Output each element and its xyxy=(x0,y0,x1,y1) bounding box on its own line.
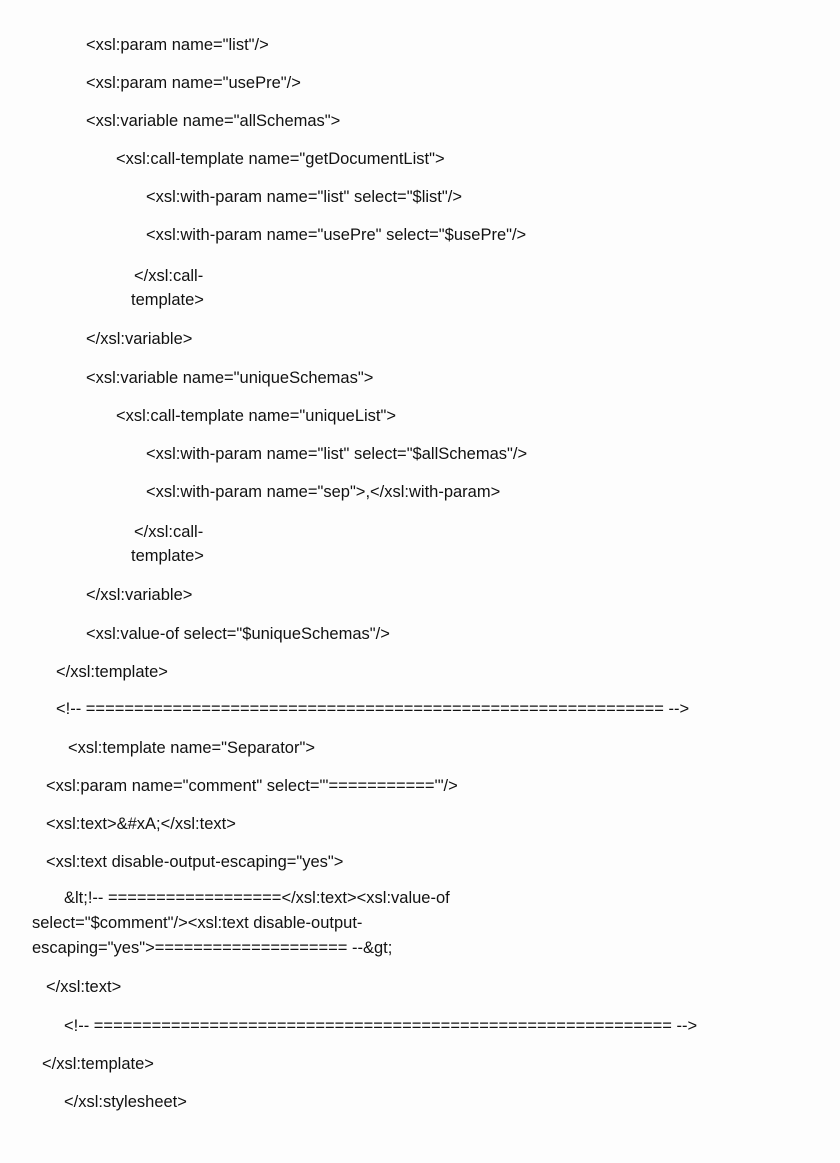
code-line: <xsl:param name="list"/> xyxy=(86,36,269,54)
code-line: <xsl:variable name="uniqueSchemas"> xyxy=(86,369,374,387)
code-line: <xsl:param name="usePre"/> xyxy=(86,74,301,92)
code-line: </xsl:text> xyxy=(46,978,122,996)
code-line: <xsl:value-of select="$uniqueSchemas"/> xyxy=(86,625,390,643)
code-line: escaping="yes">==================== --&gt; xyxy=(32,939,393,957)
code-line: <xsl:call-template name="uniqueList"> xyxy=(116,407,396,425)
separator-comment: <!-- ============================================================ --> xyxy=(64,1017,698,1035)
code-line: &lt;!-- ==================</xsl:text><xsl:value-of xyxy=(64,889,450,907)
code-line: </xsl:variable> xyxy=(86,586,193,604)
code-line: </xsl:stylesheet> xyxy=(64,1093,187,1111)
code-line: template> xyxy=(131,291,204,309)
code-line: </xsl:variable> xyxy=(86,330,193,348)
code-line: <xsl:call-template name="getDocumentList"> xyxy=(116,150,445,168)
code-line: <xsl:with-param name="usePre" select="$usePre"/> xyxy=(146,226,527,244)
code-line: <xsl:with-param name="list" select="$list"/> xyxy=(146,188,462,206)
code-line: <xsl:text disable-output-escaping="yes"> xyxy=(46,853,344,871)
code-line: select="$comment"/><xsl:text disable-output- xyxy=(32,914,363,932)
separator-comment: <!-- ============================================================ --> xyxy=(56,700,690,718)
code-line: template> xyxy=(131,547,204,565)
code-line: </xsl:template> xyxy=(56,663,168,681)
code-line: <xsl:with-param name="sep">,</xsl:with-param> xyxy=(146,483,501,501)
code-line: <xsl:param name="comment" select="'==========='"/> xyxy=(46,777,458,795)
code-line: </xsl:call- xyxy=(134,523,204,541)
code-line: <xsl:template name="Separator"> xyxy=(68,739,315,757)
code-line: </xsl:call- xyxy=(134,267,204,285)
code-line: <xsl:text>&#xA;</xsl:text> xyxy=(46,815,236,833)
code-line: </xsl:template> xyxy=(42,1055,154,1073)
code-line: <xsl:with-param name="list" select="$allSchemas"/> xyxy=(146,445,528,463)
code-line: <xsl:variable name="allSchemas"> xyxy=(86,112,341,130)
